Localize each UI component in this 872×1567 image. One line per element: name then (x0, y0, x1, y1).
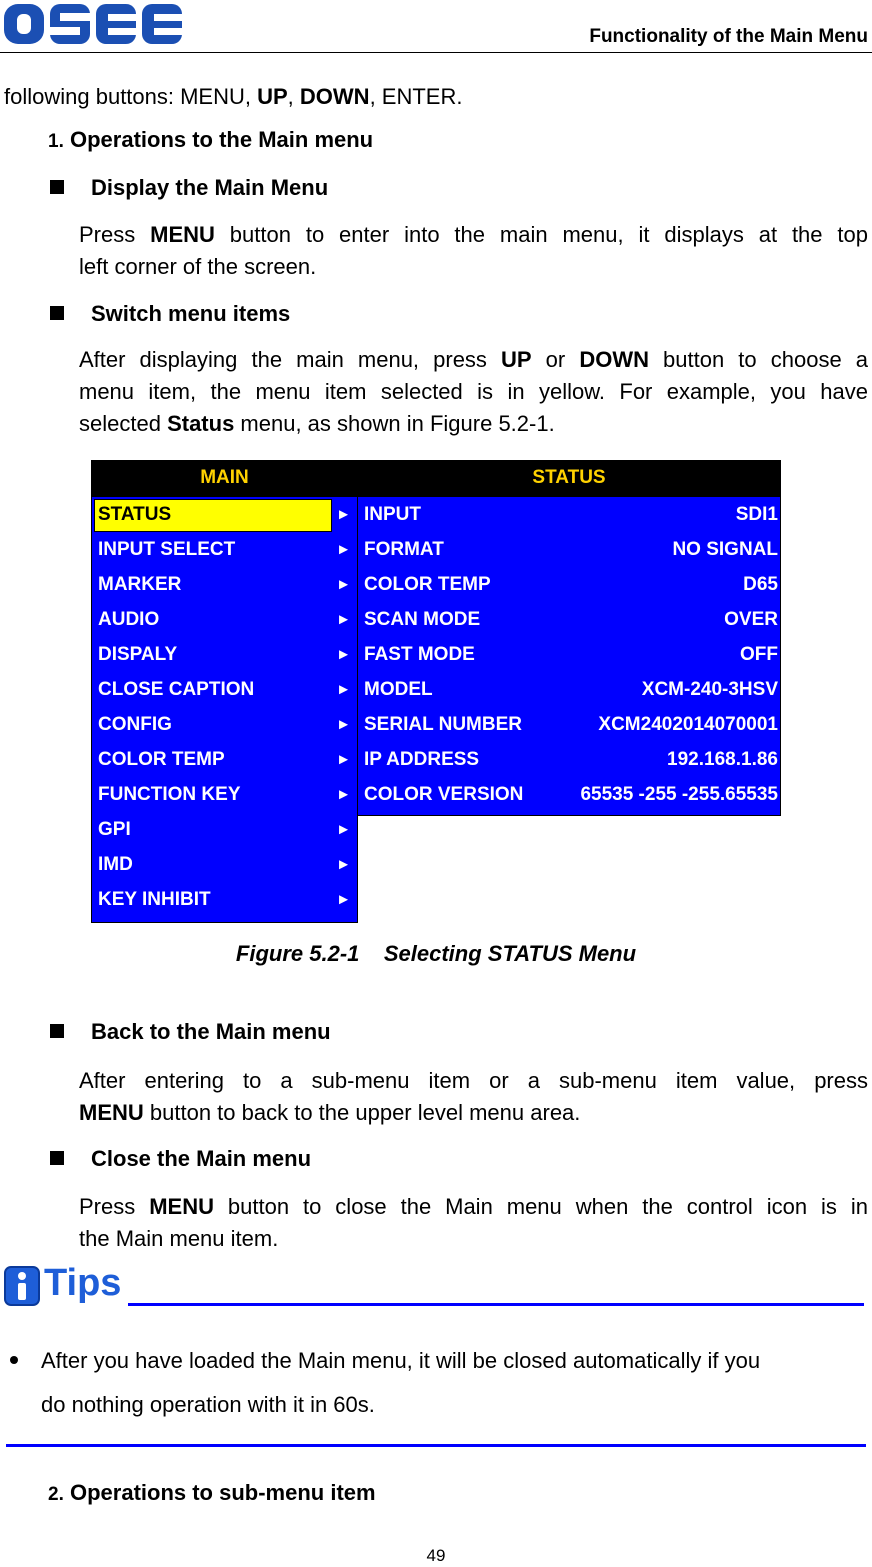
back-menu-line2: MENU button to back to the upper level menu area. (79, 1100, 581, 1125)
back-menu-heading: Back to the Main menu (91, 1019, 331, 1044)
status-row-value: 65535 -255 -255.65535 (580, 784, 778, 805)
status-row-value: 192.168.1.86 (667, 749, 778, 770)
back-menu-line1: After entering to a sub-menu item or a sub-menu item value, press (79, 1068, 868, 1093)
submenu-arrow-icon: ► (336, 856, 351, 873)
tips-line2: do nothing operation with it in 60s. (41, 1392, 375, 1417)
main-menu-item-label: KEY INHIBIT (98, 889, 211, 910)
main-menu-item-label: DISPALY (98, 644, 178, 665)
status-row-value: D65 (743, 574, 778, 595)
submenu-arrow-icon: ► (336, 681, 351, 698)
status-row (358, 637, 780, 672)
switch-items-line3: selected Status menu, as shown in Figure 5.2-1. (79, 411, 555, 436)
status-row (358, 672, 780, 707)
main-menu-item-label: AUDIO (98, 609, 160, 630)
status-row-label: MODEL (364, 679, 433, 700)
submenu-arrow-icon: ► (336, 576, 351, 593)
square-bullet-icon (50, 1151, 64, 1165)
main-menu-header: MAIN (92, 461, 357, 497)
main-menu-item[interactable] (92, 637, 357, 672)
tips-line1: After you have loaded the Main menu, it will be closed automatically if you (41, 1348, 761, 1373)
main-menu-item[interactable] (92, 532, 357, 567)
main-menu-item[interactable] (92, 672, 357, 707)
status-row-value: SDI1 (735, 504, 778, 525)
main-menu-item[interactable] (92, 742, 357, 777)
page-number: 49 (426, 1546, 446, 1565)
status-row (358, 777, 780, 812)
main-menu-item-label: CLOSE CAPTION (98, 679, 255, 700)
main-menu-item[interactable] (92, 567, 357, 602)
main-menu-item[interactable] (92, 882, 357, 917)
main-menu-item[interactable] (92, 707, 357, 742)
square-bullet-icon (50, 180, 64, 194)
status-row (358, 707, 780, 742)
status-row-value: NO SIGNAL (672, 539, 778, 560)
main-menu-item-label: MARKER (98, 574, 182, 595)
main-menu-item[interactable] (92, 777, 357, 812)
status-row (358, 567, 780, 602)
status-row-label: COLOR VERSION (364, 784, 524, 805)
submenu-arrow-icon: ► (336, 646, 351, 663)
status-row (358, 742, 780, 777)
main-menu-item-label: GPI (98, 819, 131, 840)
square-bullet-icon (50, 306, 64, 320)
header-divider (0, 52, 872, 53)
main-menu-item[interactable] (92, 602, 357, 637)
status-menu-header: STATUS (358, 461, 780, 497)
figure-caption: Figure 5.2-1 Selecting STATUS Menu (235, 941, 637, 966)
status-row (358, 497, 780, 532)
switch-items-line2: menu item, the menu item selected is in yellow. For example, you have (79, 379, 868, 404)
submenu-arrow-icon: ► (336, 891, 351, 908)
close-menu-line1: Press MENU button to close the Main menu when the control icon is in (79, 1194, 868, 1219)
main-menu-item-label: FUNCTION KEY (98, 784, 241, 805)
switch-items-heading: Switch menu items (91, 301, 291, 326)
main-menu-item[interactable] (92, 847, 357, 882)
display-menu-line1: Press MENU button to enter into the main menu, it displays at the top (79, 222, 868, 247)
submenu-arrow-icon: ► (336, 506, 351, 523)
status-row-label: COLOR TEMP (364, 574, 491, 595)
display-menu-heading: Display the Main Menu (91, 175, 329, 200)
main-menu-item[interactable] (92, 497, 357, 532)
status-menu-panel (357, 460, 781, 816)
switch-items-line1: After displaying the main menu, press UP or DOWN button to choose a (79, 347, 868, 372)
status-row-value: OFF (740, 644, 778, 665)
main-menu-item-label: CONFIG (98, 714, 172, 735)
main-menu-item[interactable] (92, 812, 357, 847)
info-icon (4, 1266, 40, 1306)
intro-line: following buttons: MENU, UP, DOWN, ENTER. (4, 84, 463, 109)
status-row (358, 602, 780, 637)
status-row-label: SCAN MODE (364, 609, 481, 630)
close-menu-line2: the Main menu item. (79, 1226, 279, 1251)
close-menu-heading: Close the Main menu (91, 1146, 312, 1171)
status-row-label: FORMAT (364, 539, 444, 560)
section-1-heading: 1. Operations to the Main menu (48, 127, 374, 152)
status-row-value: XCM-240-3HSV (641, 679, 778, 700)
tips-bottom-rule (6, 1444, 866, 1447)
tips-top-rule (128, 1303, 864, 1306)
main-menu-item-label: STATUS (98, 504, 172, 525)
submenu-arrow-icon: ► (336, 751, 351, 768)
main-menu-panel (91, 460, 358, 923)
status-row-label: SERIAL NUMBER (364, 714, 522, 735)
submenu-arrow-icon: ► (336, 716, 351, 733)
main-menu-item-label: IMD (98, 854, 133, 875)
tips-label: Tips (44, 1262, 122, 1304)
submenu-arrow-icon: ► (336, 611, 351, 628)
status-row-label: FAST MODE (364, 644, 475, 665)
status-row-label: INPUT (364, 504, 421, 525)
round-bullet-icon (10, 1356, 18, 1364)
main-menu-item-label: INPUT SELECT (98, 539, 236, 560)
tips-badge (4, 1264, 124, 1308)
submenu-arrow-icon: ► (336, 541, 351, 558)
status-row-value: XCM2402014070001 (598, 714, 778, 735)
display-menu-line2: left corner of the screen. (79, 254, 317, 279)
osee-logo (4, 2, 184, 46)
status-row-label: IP ADDRESS (364, 749, 480, 770)
submenu-arrow-icon: ► (336, 786, 351, 803)
header-title: Functionality of the Main Menu (589, 26, 868, 47)
main-menu-item-label: COLOR TEMP (98, 749, 225, 770)
section-2-heading: 2. Operations to sub-menu item (48, 1480, 376, 1505)
status-row (358, 532, 780, 567)
square-bullet-icon (50, 1024, 64, 1038)
submenu-arrow-icon: ► (336, 821, 351, 838)
status-row-value: OVER (724, 609, 778, 630)
